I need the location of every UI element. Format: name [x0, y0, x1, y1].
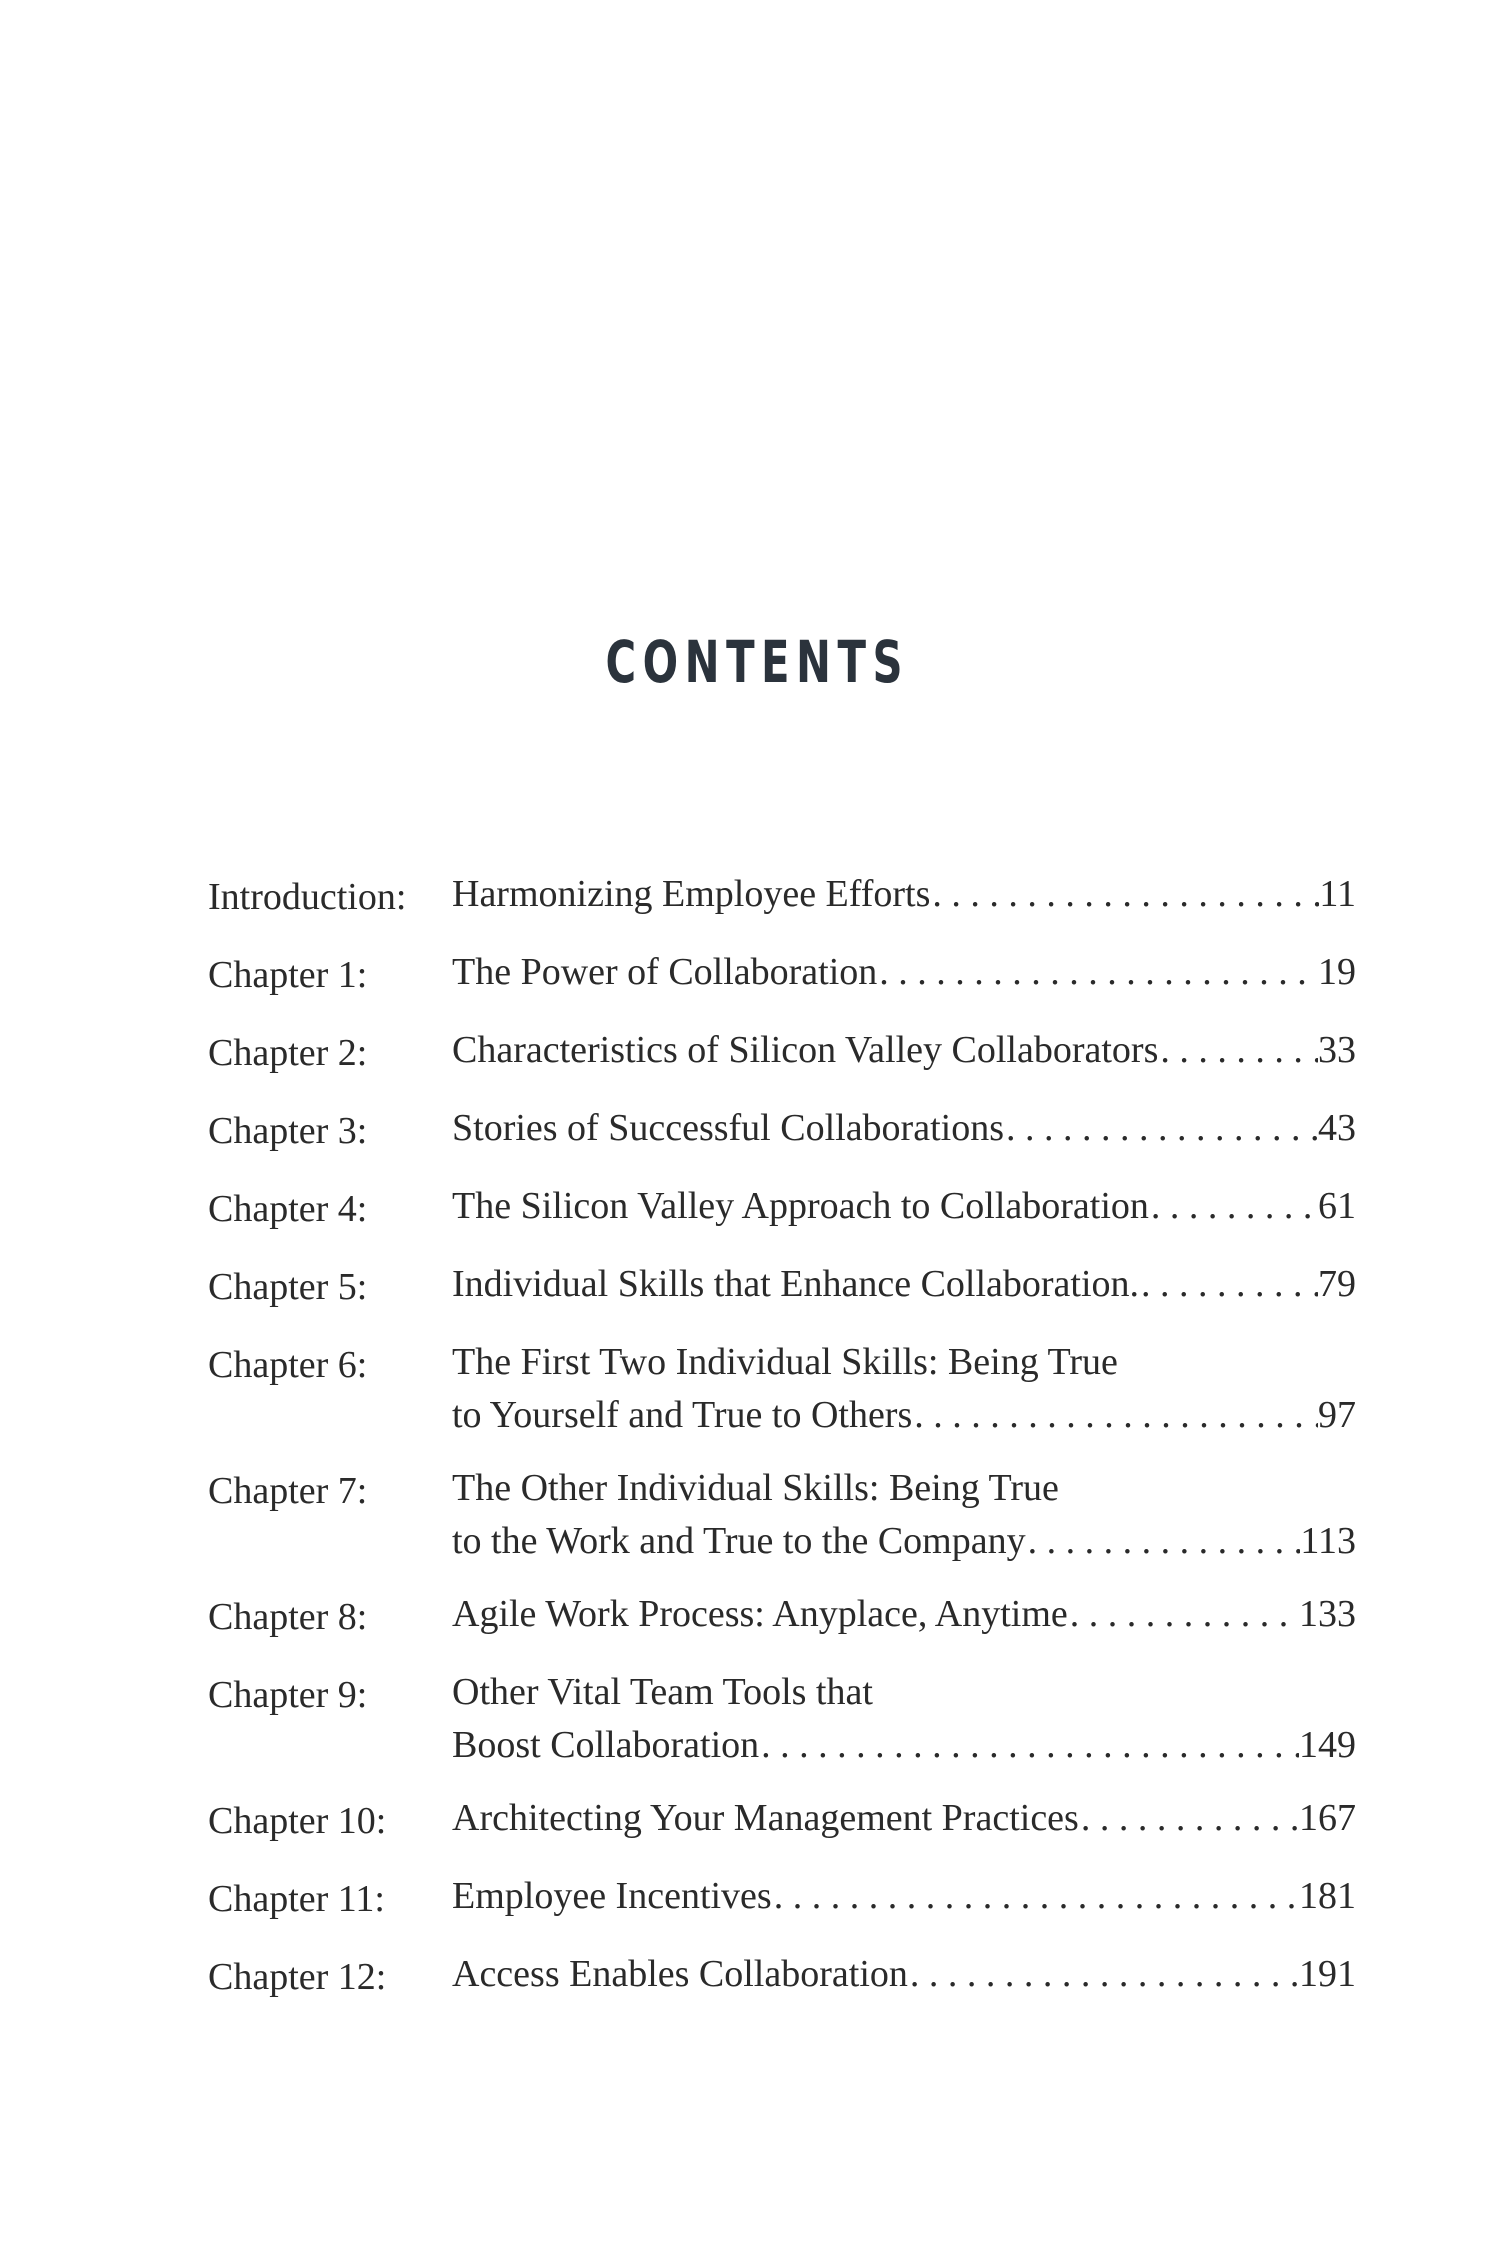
chapter-title-line: [452, 1024, 1356, 1077]
toc-entry: [208, 1870, 1356, 1928]
chapter-title-block: [452, 1102, 1356, 1155]
page-number: 149: [1299, 1724, 1356, 1766]
dot-leader: [759, 1719, 1299, 1772]
chapter-label: Chapter 9:: [208, 1674, 368, 1716]
chapter-title-text: Characteristics of Silicon Valley Collaborators: [452, 1029, 1159, 1071]
toc-entry: [208, 1258, 1356, 1316]
dot-leader: [1139, 1258, 1318, 1311]
chapter-title-text: Agile Work Process: Anyplace, Anytime: [452, 1593, 1068, 1635]
chapter-label: Chapter 2:: [208, 1032, 368, 1074]
dot-leader: [1158, 1024, 1318, 1077]
chapter-label: Chapter 10:: [208, 1800, 387, 1842]
chapter-title-line: [452, 1948, 1356, 2001]
page-number: 19: [1318, 951, 1356, 993]
chapter-title-text: Stories of Successful Collaborations: [452, 1107, 1004, 1149]
chapter-title-text: The Silicon Valley Approach to Collaboration: [452, 1185, 1149, 1227]
chapter-title-block: [452, 1792, 1356, 1845]
toc-entry: [208, 1102, 1356, 1160]
chapter-title-block: [452, 946, 1356, 999]
toc-entry: [208, 868, 1356, 926]
dot-leader: [772, 1870, 1299, 1923]
chapter-title-line: [452, 1588, 1356, 1641]
chapter-title-block: [452, 1258, 1356, 1311]
toc-entry: [208, 1666, 1356, 1772]
chapter-label: Chapter 11:: [208, 1878, 385, 1920]
chapter-title-block: [452, 1180, 1356, 1233]
page-title: CONTENTS: [605, 628, 910, 696]
chapter-label: Chapter 4:: [208, 1188, 368, 1230]
chapter-title-line: [452, 946, 1356, 999]
chapter-title-line: [452, 868, 1356, 921]
chapter-title-text: The Power of Collaboration: [452, 951, 878, 993]
chapter-title-line: The First Two Individual Skills: Being True: [452, 1341, 1118, 1383]
chapter-label: Chapter 6:: [208, 1344, 368, 1386]
chapter-label: Chapter 5:: [208, 1266, 368, 1308]
page-number: 79: [1318, 1263, 1356, 1305]
chapter-title-block: [452, 1948, 1356, 2001]
page-number: 11: [1319, 873, 1356, 915]
chapter-label: Chapter 12:: [208, 1956, 387, 1998]
chapter-title-text: to the Work and True to the Company: [452, 1520, 1026, 1562]
toc-entry: [208, 1792, 1356, 1850]
toc-entry: [208, 1024, 1356, 1082]
dot-leader: [930, 868, 1319, 921]
chapter-title-text: Architecting Your Management Practices: [452, 1797, 1079, 1839]
toc-entry: [208, 1588, 1356, 1646]
page-number: 191: [1299, 1953, 1356, 1995]
chapter-title-line: [452, 1389, 1356, 1442]
chapter-title-line: [452, 1792, 1356, 1845]
chapter-title-line: [452, 1102, 1356, 1155]
chapter-title-block: [452, 1588, 1356, 1641]
toc-entry: [208, 946, 1356, 1004]
dot-leader: [1149, 1180, 1318, 1233]
chapter-title-block: [452, 1666, 1356, 1772]
table-of-contents: [208, 868, 1356, 2026]
chapter-title-line: [452, 1515, 1356, 1568]
chapter-label: Chapter 1:: [208, 954, 368, 996]
page-number: 43: [1318, 1107, 1356, 1149]
page-number: 181: [1299, 1875, 1356, 1917]
dot-leader: [912, 1389, 1318, 1442]
chapter-title-text: to Yourself and True to Others: [452, 1394, 913, 1436]
page-number: 97: [1318, 1394, 1356, 1436]
toc-entry: [208, 1462, 1356, 1568]
chapter-title-line: [452, 1870, 1356, 1923]
dot-leader: [1068, 1588, 1299, 1641]
chapter-title-block: [452, 1870, 1356, 1923]
chapter-title-line: Other Vital Team Tools that: [452, 1671, 873, 1713]
chapter-title-line: [452, 1258, 1356, 1311]
page-number: 167: [1299, 1797, 1356, 1839]
chapter-title-block: [452, 868, 1356, 921]
chapter-title-text: Access Enables Collaboration: [452, 1953, 908, 1995]
chapter-label: Chapter 8:: [208, 1596, 368, 1638]
chapter-title-text: Employee Incentives: [452, 1875, 772, 1917]
chapter-title-block: [452, 1462, 1356, 1568]
dot-leader: [1026, 1515, 1301, 1568]
chapter-title-text: Boost Collaboration: [452, 1724, 760, 1766]
toc-entry: [208, 1336, 1356, 1442]
dot-leader: [908, 1948, 1299, 2001]
toc-entry: [208, 1180, 1356, 1238]
chapter-title-block: [452, 1024, 1356, 1077]
chapter-label: Chapter 3:: [208, 1110, 368, 1152]
chapter-title-text: Individual Skills that Enhance Collaboration.: [452, 1263, 1140, 1305]
dot-leader: [1079, 1792, 1299, 1845]
page-number: 61: [1318, 1185, 1356, 1227]
chapter-title-line: [452, 1719, 1356, 1772]
page-number: 113: [1300, 1520, 1356, 1562]
dot-leader: [877, 946, 1318, 999]
chapter-label: Chapter 7:: [208, 1470, 368, 1512]
chapter-title-line: The Other Individual Skills: Being True: [452, 1467, 1059, 1509]
chapter-title-text: Harmonizing Employee Efforts: [452, 873, 931, 915]
chapter-label: Introduction:: [208, 876, 407, 918]
chapter-title-line: [452, 1180, 1356, 1233]
page-number: 133: [1299, 1593, 1356, 1635]
page-number: 33: [1318, 1029, 1356, 1071]
chapter-title-block: [452, 1336, 1356, 1442]
dot-leader: [1004, 1102, 1318, 1155]
toc-entry: [208, 1948, 1356, 2006]
